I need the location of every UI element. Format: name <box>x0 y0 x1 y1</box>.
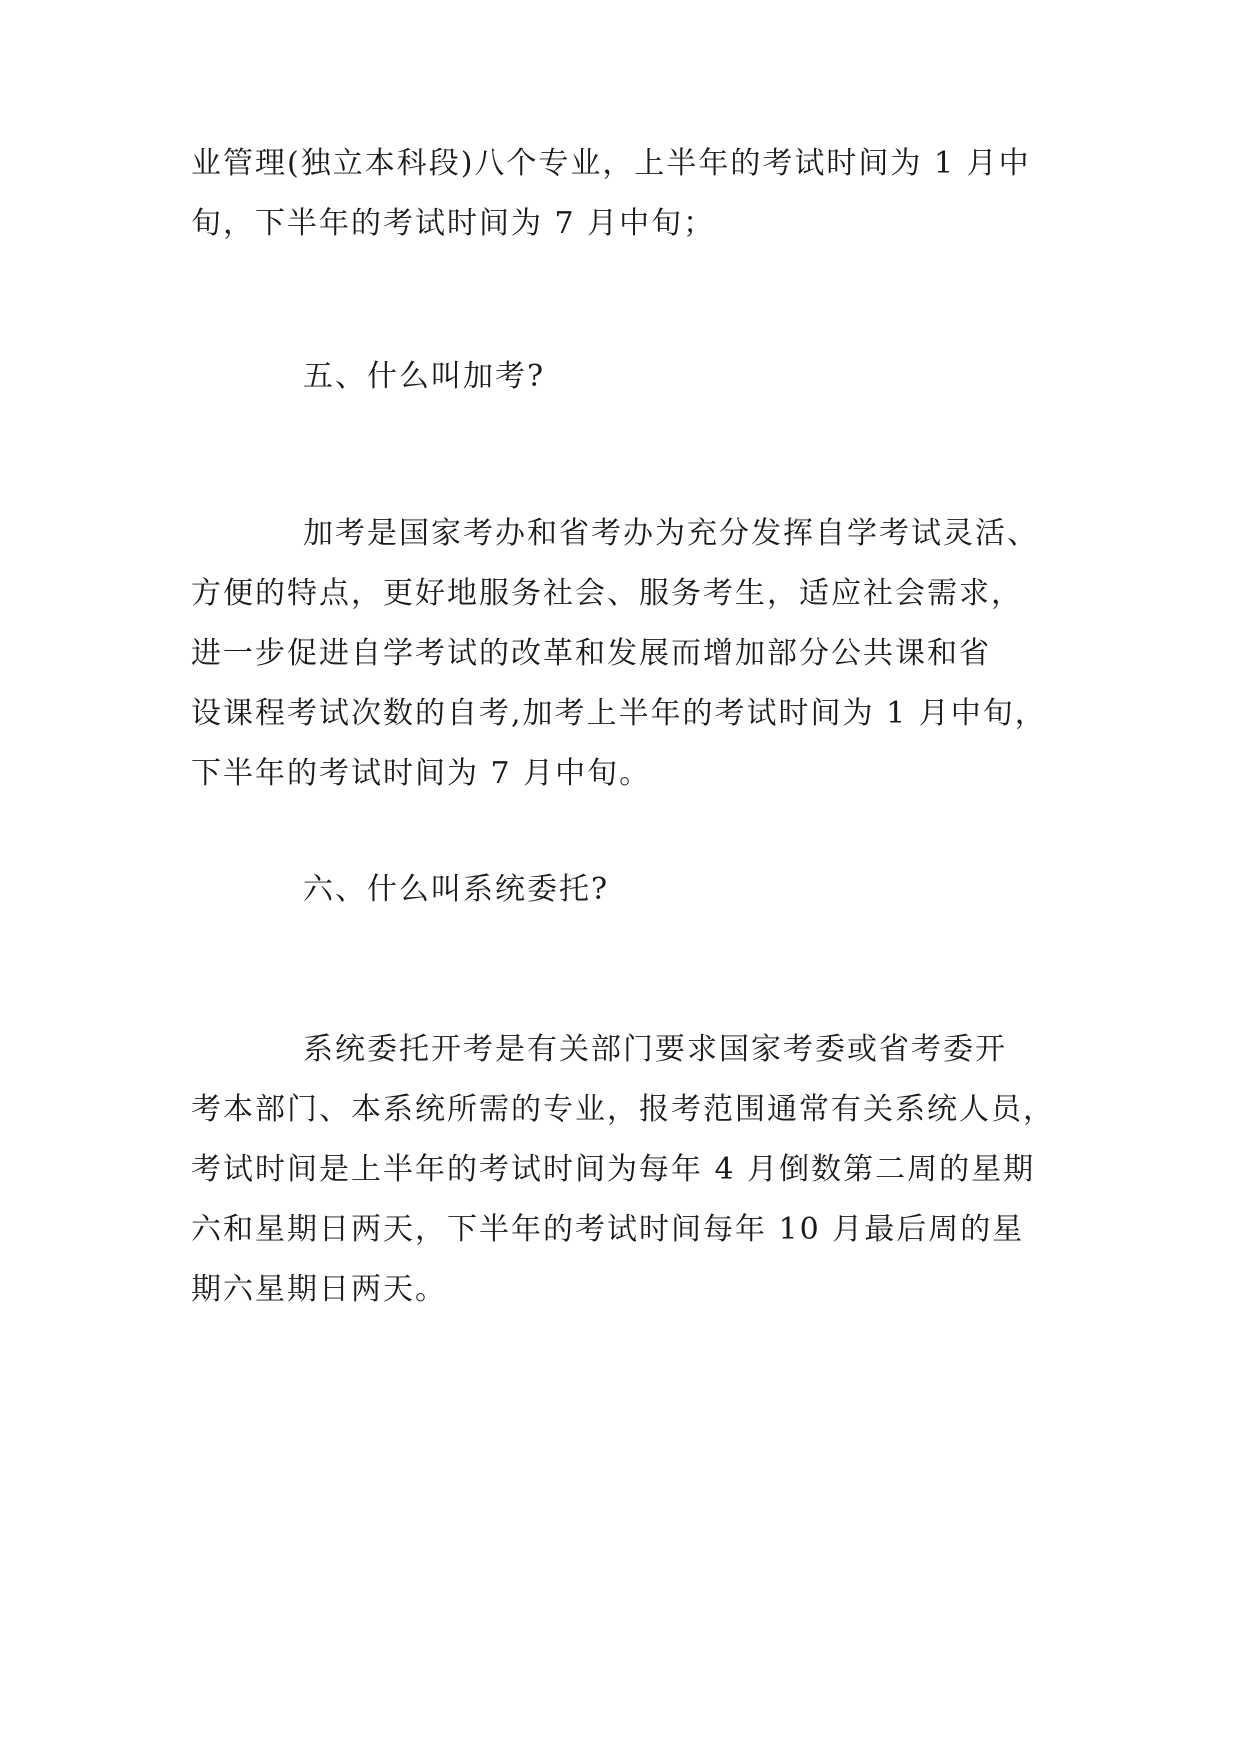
text-line: 设课程考试次数的自考,加考上半年的考试时间为 1 月中旬， <box>191 696 1047 731</box>
paragraph-system-entrust <box>191 1020 1053 1320</box>
text-line: 下半年的考试时间为 7 月中旬。 <box>191 756 652 791</box>
section-heading-5 <box>191 347 1053 407</box>
text-line: 方便的特点，更好地服务社会、服务考生，适应社会需求， <box>191 576 1023 611</box>
heading-text: 五、什么叫加考? <box>303 359 546 394</box>
text-line: 旬，下半年的考试时间为 7 月中旬； <box>191 206 716 241</box>
text-line: 加考是国家考办和省考办为充分发挥自学考试灵活、 <box>303 516 1039 551</box>
text-line: 进一步促进自学考试的改革和发展而增加部分公共课和省 <box>191 636 991 671</box>
text-line: 六和星期日两天，下半年的考试时间每年 10 月最后周的星 <box>191 1212 1025 1247</box>
section-heading-6 <box>191 860 1053 920</box>
text-line: 系统委托开考是有关部门要求国家考委或省考委开 <box>303 1032 1007 1067</box>
text-line: 考本部门、本系统所需的专业，报考范围通常有关系统人员， <box>191 1092 1055 1127</box>
paragraph-jiakao <box>191 504 1053 804</box>
text-line: 考试时间是上半年的考试时间为每年 4 月倒数第二周的星期 <box>191 1152 1036 1187</box>
text-line: 业管理(独立本科段)八个专业，上半年的考试时间为 1 月中 <box>191 146 1031 181</box>
text-line: 期六星期日两天。 <box>191 1272 447 1307</box>
heading-text: 六、什么叫系统委托? <box>303 872 610 907</box>
paragraph-continued <box>191 134 1053 254</box>
